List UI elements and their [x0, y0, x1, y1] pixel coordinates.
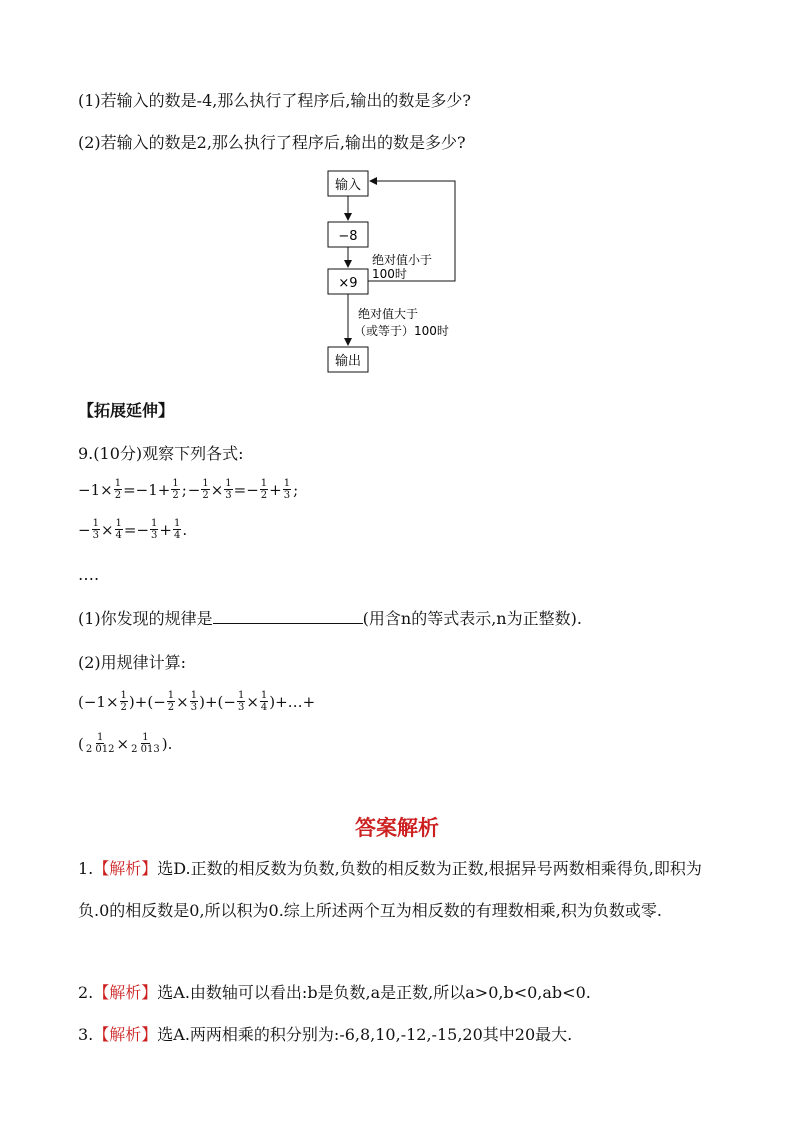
separator: ;	[181, 480, 187, 499]
analysis-tag: 【解析】	[93, 983, 158, 1002]
equations-row-2	[78, 518, 187, 541]
program-flowchart	[320, 165, 480, 375]
calc-row-2	[78, 732, 172, 755]
eq3-times: ×	[100, 520, 114, 539]
answer-text: 选A.由数轴可以看出:b是负数,a是正数,所以a>0,b<0,ab<0.	[157, 983, 591, 1002]
fraction: $\frac{1}{3}$	[237, 690, 245, 713]
eq3-minus: −	[78, 520, 91, 539]
calc-row-1	[78, 690, 315, 713]
question-8-part-1: (1)若输入的数是-4,那么执行了程序后,输出的数是多少?	[78, 91, 472, 110]
fraction: $\frac{1}{2}$	[172, 478, 179, 501]
loop-label-2: 100时	[372, 267, 407, 281]
eq2-times: ×	[210, 480, 224, 499]
analysis-tag: 【解析】	[93, 1025, 158, 1044]
fraction: $\frac{1}{3}$	[151, 518, 158, 541]
calc-times: ×	[176, 692, 189, 711]
fraction: $\frac{1}{3}$	[225, 478, 232, 501]
loop-label-1: 绝对值小于	[372, 253, 433, 267]
answer-blank[interactable]	[213, 609, 363, 624]
fraction: $\frac{1}{4}$	[174, 518, 181, 541]
fraction: $\frac{1}{3}$	[190, 690, 198, 713]
fraction: $\frac{1}{2}$	[120, 690, 127, 713]
answer-2	[78, 972, 728, 1014]
fraction: $\frac{1}{2 012}$	[85, 732, 115, 755]
eq3-plus: +	[159, 520, 172, 539]
eq2-equals: =−	[233, 480, 259, 499]
calc-close-paren: ).	[161, 734, 173, 753]
eq1-rhs: =−1+	[123, 480, 171, 499]
answer-3	[78, 1014, 728, 1056]
exit-label-1: 绝对值大于	[358, 307, 419, 321]
question-8-part-2: (2)若输入的数是2,那么执行了程序后,输出的数是多少?	[78, 133, 466, 152]
calc-open-paren: (	[78, 734, 84, 753]
calc-open: (−1×	[78, 692, 119, 711]
eq3-equals: =−	[123, 520, 150, 539]
equations-row-1	[78, 478, 299, 501]
calc-ellipsis: )+…+	[269, 692, 316, 711]
eq1-lhs: −1×	[78, 480, 113, 499]
analysis-tag: 【解析】	[93, 859, 158, 878]
question-9-part-2: (2)用规律计算:	[78, 653, 187, 672]
fraction: $\frac{1}{2}$	[167, 690, 175, 713]
calc-plus: )+(−	[199, 692, 236, 711]
times9-label: ×9	[338, 276, 358, 291]
calc-times: ×	[246, 692, 259, 711]
exit-label-2: （或等于）100时	[354, 324, 449, 338]
minus8-label: −8	[338, 229, 358, 244]
eq2-minus: −	[187, 480, 201, 499]
answer-text: 选D.正数的相反数为负数,负数的相反数为正数,根据异号两数相乘得负,即积为负.0的相反数是0,所以积为0.综上所述两个互为相反数的有理数相乘,积为负数或零.	[78, 859, 702, 920]
answer-text: 选A.两两相乘的积分别为:-6,8,10,-12,-15,20其中20最大.	[157, 1025, 573, 1044]
fraction: $\frac{1}{3}$	[92, 518, 99, 541]
fraction: $\frac{1}{2 013}$	[131, 732, 160, 755]
input-label: 输入	[334, 178, 362, 193]
rule-prefix: (1)你发现的规律是	[78, 609, 213, 628]
calc-times: ×	[116, 734, 130, 753]
separator: ;	[293, 480, 299, 499]
fraction: $\frac{1}{2}$	[114, 478, 122, 501]
question-9-stem: 9.(10分)观察下列各式:	[78, 444, 244, 463]
answer-number: 2.	[78, 983, 94, 1002]
section-title: 【拓展延伸】	[78, 401, 175, 420]
answer-section-title: 答案解析	[355, 816, 439, 840]
calc-plus: )+(−	[128, 692, 166, 711]
ellipsis: ….	[78, 565, 100, 584]
fraction: $\frac{1}{2}$	[260, 478, 268, 501]
fraction: $\frac{1}{4}$	[115, 518, 122, 541]
output-label: 输出	[334, 354, 362, 369]
answer-1	[78, 848, 728, 932]
fraction: $\frac{1}{4}$	[260, 690, 268, 713]
question-9-part-1	[78, 606, 582, 629]
rule-suffix: (用含n的等式表示,n为正整数).	[362, 609, 582, 628]
fraction: $\frac{1}{2}$	[202, 478, 209, 501]
fraction: $\frac{1}{3}$	[283, 478, 291, 501]
answer-number: 3.	[78, 1025, 94, 1044]
answer-number: 1.	[78, 859, 94, 878]
eq2-plus: +	[269, 480, 282, 499]
eq3-end: .	[182, 520, 188, 539]
